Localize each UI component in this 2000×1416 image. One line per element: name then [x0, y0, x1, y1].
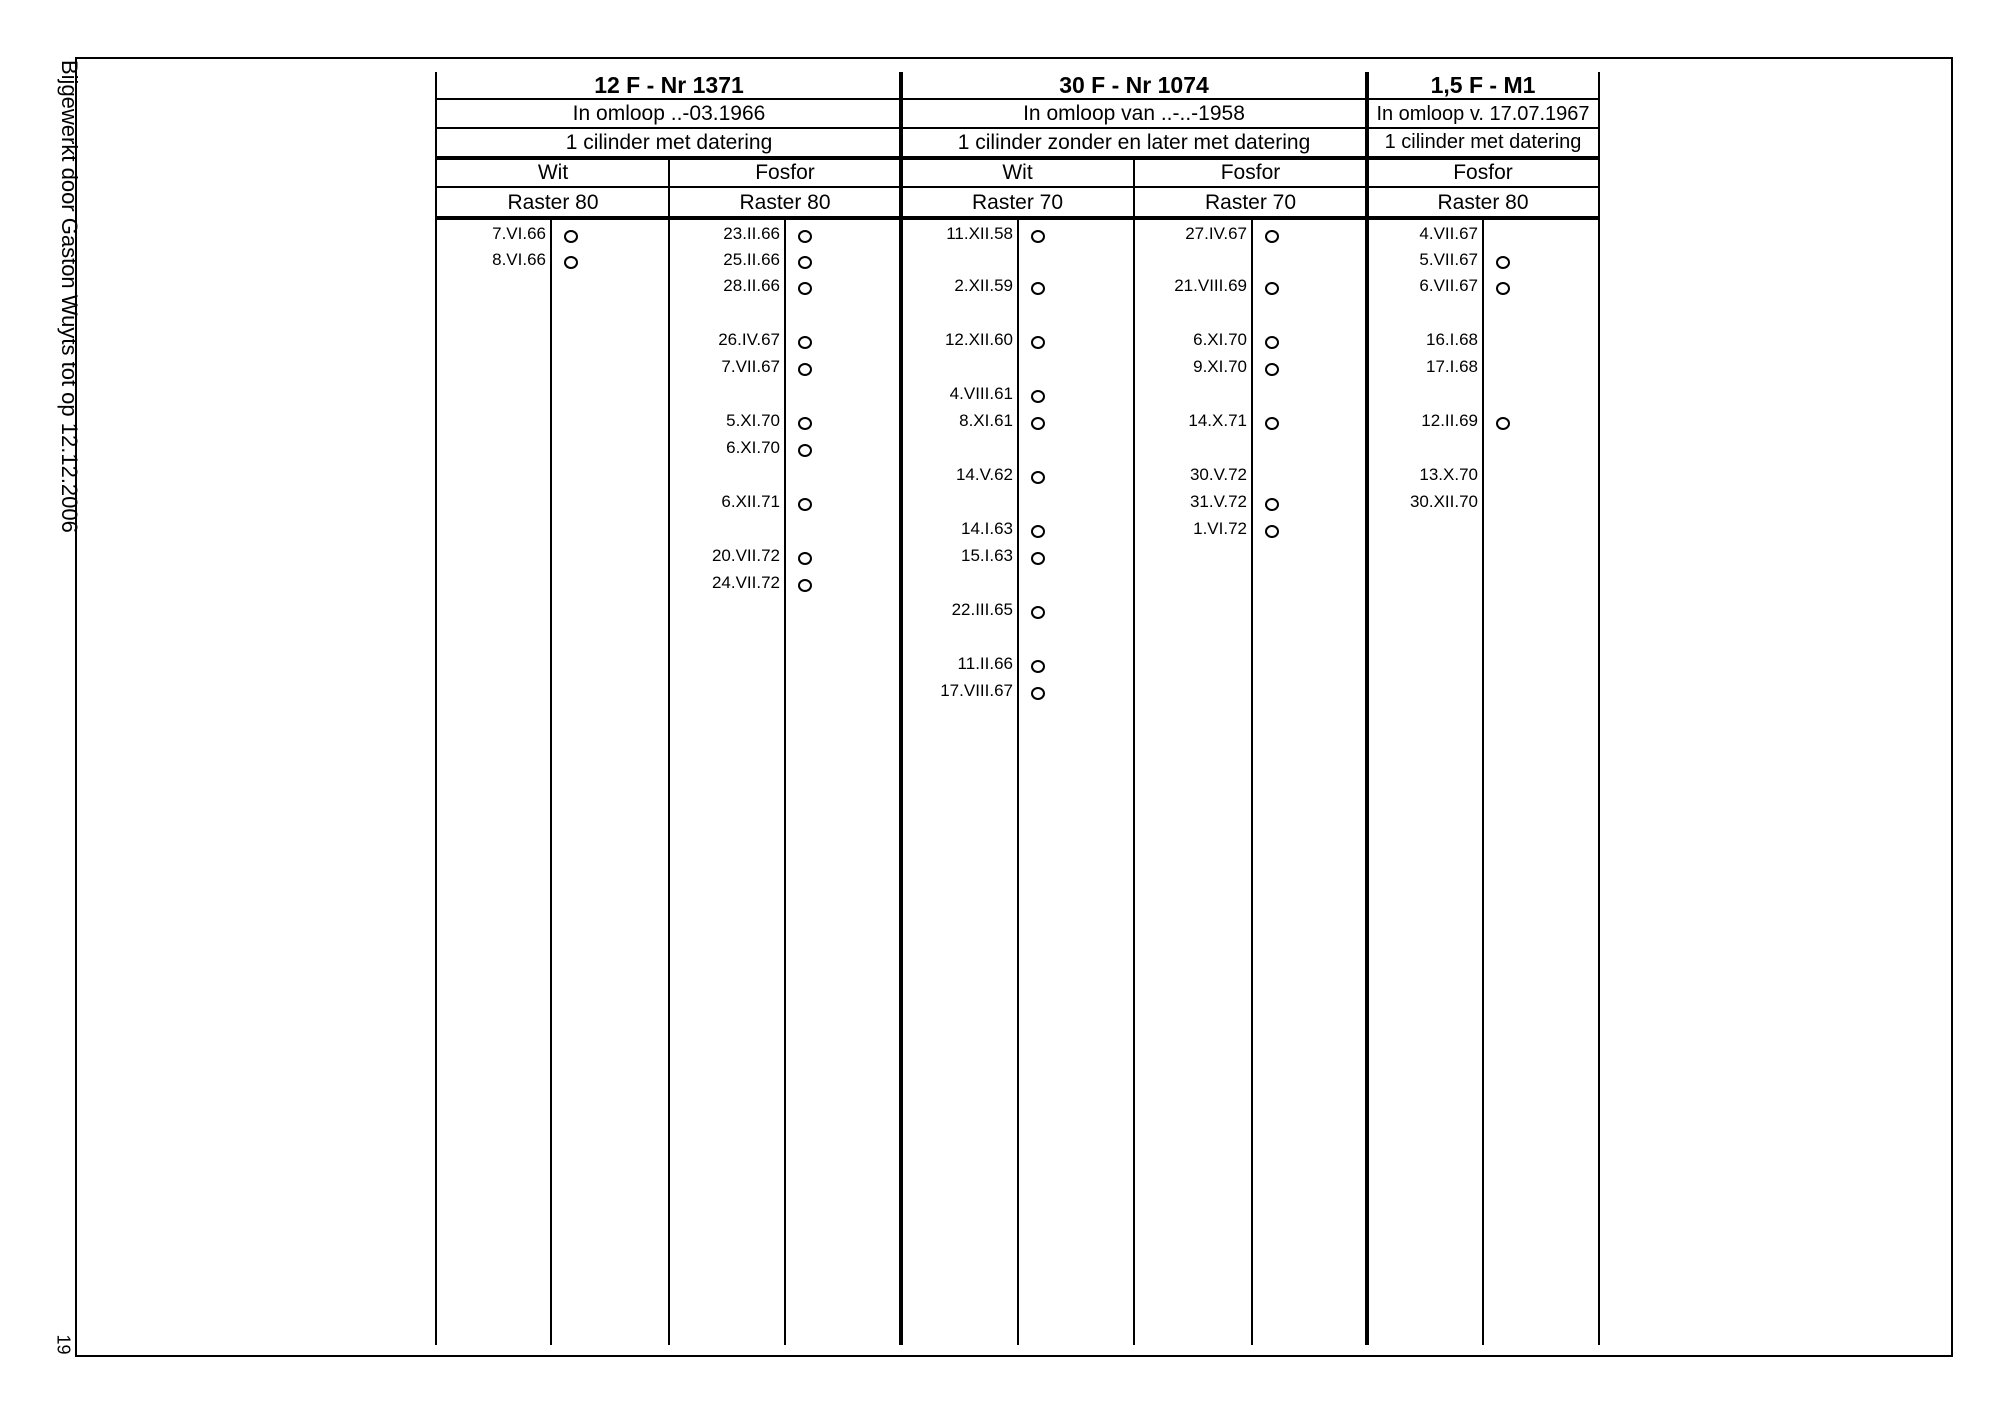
- entry-date: 21.VIII.69: [1174, 276, 1247, 295]
- entry-date: 17.VIII.67: [940, 681, 1013, 700]
- circle-mark-icon: [1265, 498, 1279, 511]
- entry-date: 2.XII.59: [954, 276, 1013, 295]
- circle-mark-icon: [1031, 525, 1045, 538]
- circle-mark-icon: [1265, 525, 1279, 538]
- date-divider: [1017, 220, 1019, 1345]
- entry-date: 31.V.72: [1189, 492, 1247, 511]
- entry-date: 24.VII.72: [711, 573, 780, 592]
- entry-date: 22.III.65: [951, 600, 1013, 619]
- page-frame: [75, 57, 1953, 1357]
- entry-date: 6.XI.70: [726, 438, 780, 457]
- entry-date: 26.IV.67: [718, 330, 780, 349]
- circle-mark-icon: [798, 336, 812, 349]
- column-rule: [1598, 72, 1600, 1345]
- circle-mark-icon: [798, 579, 812, 592]
- circle-mark-icon: [798, 417, 812, 430]
- column-color: Wit: [1002, 160, 1033, 184]
- entry-date: 23.II.66: [723, 224, 780, 243]
- circle-mark-icon: [564, 256, 578, 269]
- entry-date: 14.I.63: [961, 519, 1013, 538]
- header-rule: [437, 127, 1599, 129]
- column-rule: [1133, 158, 1135, 1345]
- circle-mark-icon: [1496, 417, 1510, 430]
- header-rule: [437, 156, 1599, 160]
- column-raster: Raster 80: [507, 190, 599, 214]
- entry-date: 4.VIII.61: [949, 384, 1013, 403]
- side-note-text: Bijgewerkt door Gaston Wuyts tot op 12.12.2006: [57, 60, 82, 533]
- entry-date: 16.I.68: [1426, 330, 1478, 349]
- entry-date: 27.IV.67: [1185, 224, 1247, 243]
- page-number: 19: [53, 1334, 74, 1355]
- column-raster: Raster 70: [971, 190, 1064, 214]
- column-color: Fosfor: [1220, 160, 1281, 184]
- header-rule: [437, 186, 1599, 188]
- header-rule: [437, 98, 1599, 100]
- circle-mark-icon: [1031, 606, 1045, 619]
- entry-date: 6.VII.67: [1419, 276, 1478, 295]
- date-divider: [1482, 220, 1484, 1345]
- entry-date: 6.XI.70: [1193, 330, 1247, 349]
- circle-mark-icon: [1265, 282, 1279, 295]
- column-raster: Raster 80: [739, 190, 831, 214]
- group-circulation: In omloop ..-03.1966: [572, 102, 766, 125]
- entry-date: 8.VI.66: [492, 250, 546, 269]
- entry-date: 5.XI.70: [726, 411, 780, 430]
- entry-date: 30.XII.70: [1409, 492, 1478, 511]
- circle-mark-icon: [564, 230, 578, 243]
- group-title: 12 F - Nr 1371: [594, 72, 744, 98]
- group-title: 1,5 F - M1: [1430, 72, 1536, 98]
- column-color: Fosfor: [755, 160, 815, 184]
- column-raster: Raster 80: [1437, 190, 1529, 214]
- entry-date: 15.I.63: [961, 546, 1013, 565]
- circle-mark-icon: [1265, 417, 1279, 430]
- entry-date: 1.VI.72: [1193, 519, 1247, 538]
- circle-mark-icon: [1031, 687, 1045, 700]
- entry-date: 17.I.68: [1426, 357, 1478, 376]
- group-cylinder: 1 cilinder zonder en later met datering: [957, 130, 1311, 154]
- entry-date: 30.V.72: [1189, 465, 1247, 484]
- circle-mark-icon: [1265, 336, 1279, 349]
- circle-mark-icon: [798, 444, 812, 457]
- circle-mark-icon: [798, 282, 812, 295]
- circle-mark-icon: [1031, 282, 1045, 295]
- group-cylinder: 1 cilinder met datering: [1384, 131, 1582, 153]
- column-rule: [435, 72, 437, 1345]
- circle-mark-icon: [798, 363, 812, 376]
- column-color: Fosfor: [1453, 160, 1513, 184]
- column-raster: Raster 70: [1204, 190, 1297, 214]
- circle-mark-icon: [1496, 282, 1510, 295]
- column-rule: [668, 158, 670, 1345]
- circle-mark-icon: [1031, 417, 1045, 430]
- circle-mark-icon: [798, 230, 812, 243]
- circle-mark-icon: [1031, 230, 1045, 243]
- circle-mark-icon: [1265, 363, 1279, 376]
- circle-mark-icon: [1031, 390, 1045, 403]
- entry-date: 5.VII.67: [1419, 250, 1478, 269]
- date-divider: [550, 220, 552, 1345]
- entry-date: 12.II.69: [1421, 411, 1478, 430]
- circle-mark-icon: [798, 498, 812, 511]
- date-divider: [784, 220, 786, 1345]
- entry-date: 7.VII.67: [721, 357, 780, 376]
- group-rule: [899, 72, 903, 1345]
- entry-date: 11.II.66: [957, 654, 1013, 673]
- circle-mark-icon: [798, 256, 812, 269]
- circle-mark-icon: [1496, 256, 1510, 269]
- group-cylinder: 1 cilinder met datering: [565, 130, 773, 154]
- circle-mark-icon: [1031, 552, 1045, 565]
- group-title: 30 F - Nr 1074: [1059, 72, 1209, 98]
- entry-date: 25.II.66: [723, 250, 780, 269]
- entry-date: 6.XII.71: [721, 492, 780, 511]
- entry-date: 14.V.62: [955, 465, 1013, 484]
- entry-date: 13.X.70: [1419, 465, 1478, 484]
- group-rule: [1365, 72, 1369, 1345]
- entry-date: 11.XII.58: [946, 224, 1013, 243]
- column-color: Wit: [537, 160, 569, 184]
- entry-date: 9.XI.70: [1193, 357, 1247, 376]
- circle-mark-icon: [798, 552, 812, 565]
- entry-date: 14.X.71: [1188, 411, 1247, 430]
- entry-date: 12.XII.60: [944, 330, 1013, 349]
- circle-mark-icon: [1031, 471, 1045, 484]
- circle-mark-icon: [1031, 336, 1045, 349]
- circle-mark-icon: [1265, 230, 1279, 243]
- entry-date: 8.XI.61: [959, 411, 1013, 430]
- side-note: [36, 60, 86, 620]
- circle-mark-icon: [1031, 660, 1045, 673]
- entry-date: 7.VI.66: [492, 224, 546, 243]
- entry-date: 20.VII.72: [711, 546, 780, 565]
- entry-date: 4.VII.67: [1419, 224, 1478, 243]
- group-circulation: In omloop v. 17.07.1967: [1376, 102, 1590, 125]
- date-divider: [1251, 220, 1253, 1345]
- entry-date: 28.II.66: [723, 276, 780, 295]
- group-circulation: In omloop van ..-..-1958: [1023, 102, 1245, 125]
